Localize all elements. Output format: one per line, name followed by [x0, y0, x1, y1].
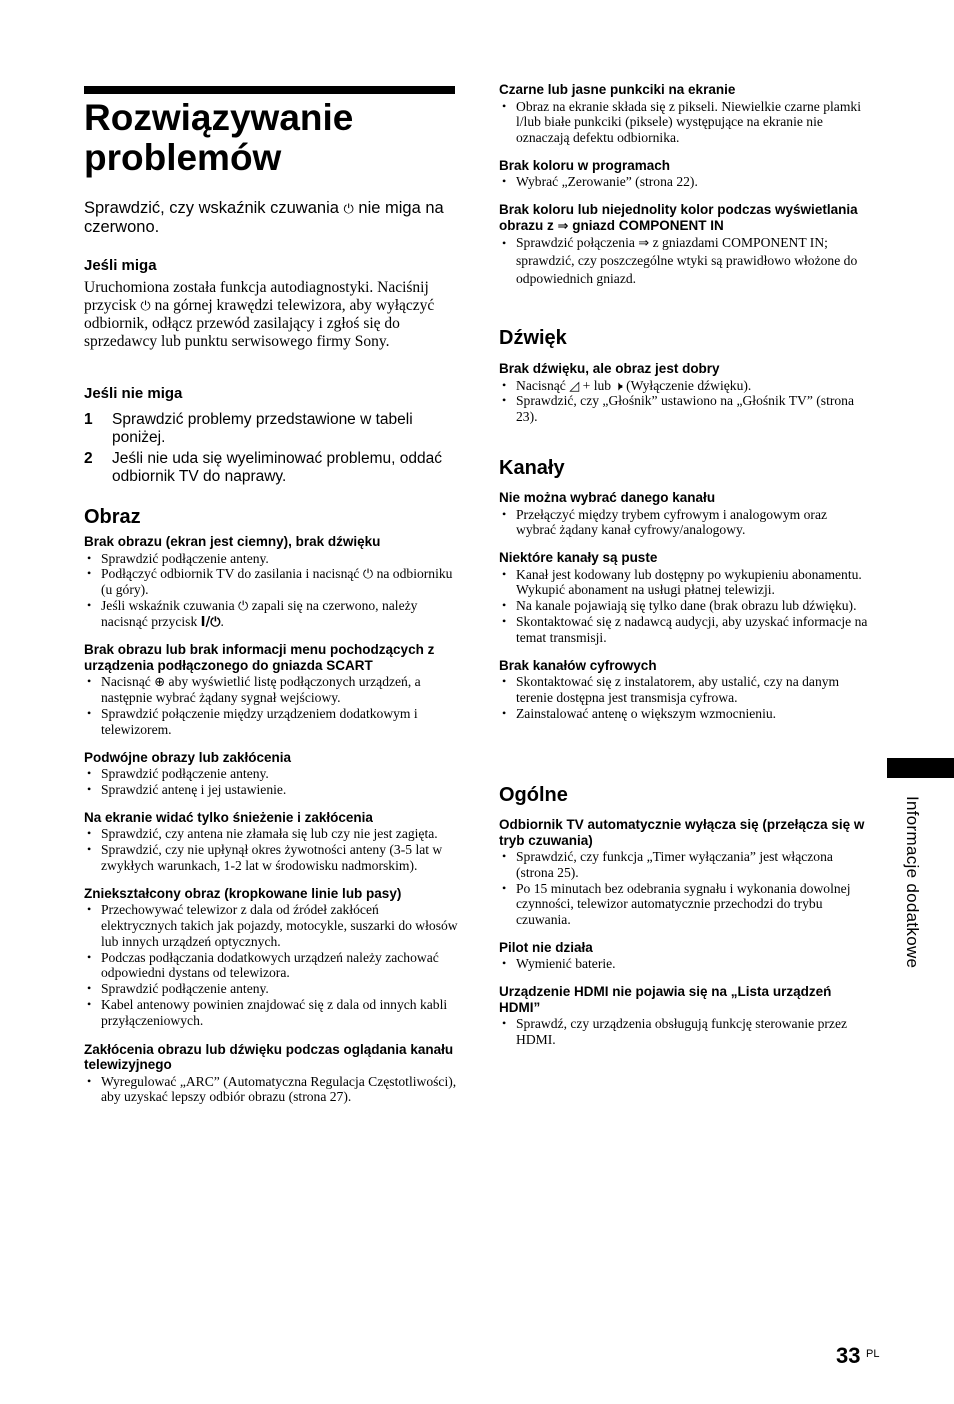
blinking-text: Uruchomiona została funkcja autodiagnostyki. Naciśnij przycisk ⏻ na górnej krawędzi telewizora, aby wyłączyć odbiornik, odłącz przewód zasilający i zgłoś się do sprzedawcy lub punktu serwisowego firmy Sony.: [84, 279, 435, 350]
kanaly-section: [499, 456, 869, 721]
component-input-icon: ⇒: [557, 218, 569, 234]
distorted-title: Zniekształcony obraz (kropkowane linie lub pasy): [84, 885, 402, 901]
page-number: 33: [836, 1343, 861, 1368]
blinking-title: Jeśli miga: [84, 257, 157, 274]
ogolne-heading: Ogólne: [499, 784, 568, 806]
not-blinking-title: Jeśli nie miga: [84, 385, 183, 402]
list-item: • Sprawdzić połączenie między urządzeniem dodatkowym i telewizorem.: [84, 706, 458, 738]
list-item: • Skontaktować się z nadawcą audycji, aby uzyskać informacje na temat transmisji.: [499, 614, 869, 646]
auto-off-title: Odbiornik TV automatycznie wyłącza się (przełącza się w tryb czuwania): [499, 817, 865, 848]
standby-toggle-icon: I/⏻: [200, 614, 221, 630]
no-picture-block: [84, 534, 458, 629]
no-picture-title: Brak obrazu (ekran jest ciemny), brak dźwięku: [84, 534, 381, 549]
obraz-continued: [499, 82, 869, 288]
no-digital-title: Brak kanałów cyfrowych: [499, 657, 657, 673]
volume-icon: ◿: [569, 378, 580, 394]
power-icon: ⏻: [238, 598, 249, 614]
snow-block: [84, 810, 458, 874]
dzwiek-heading: Dźwięk: [499, 327, 567, 349]
ogolne-section: [499, 783, 869, 1048]
dots-title: Czarne lub jasne punkciki na ekranie: [499, 82, 736, 97]
list-item: • Wyregulować „ARC” (Automatyczna Regulacja Częstotliwości), aby uzyskać lepszy odbiór obrazu (strona 27).: [84, 1074, 458, 1106]
list-item: • Jeśli wskaźnik czuwania ⏻ zapali się na czerwono, należy nacisnąć przycisk I/⏻.: [84, 598, 458, 630]
list-item: • Nacisnąć ◿ + lub 🕨 (Wyłączenie dźwięku).: [499, 378, 869, 394]
list-item: • Sprawdzić podłączenie anteny.: [84, 766, 458, 782]
obraz-section: [84, 505, 458, 1105]
no-sound-block: [499, 361, 869, 425]
not-blinking-section: [84, 385, 456, 489]
component-block: [499, 202, 869, 288]
hdmi-block: [499, 984, 869, 1048]
list-item: • Sprawdzić, czy nie upłynął okres żywotności anteny (3-5 lat w zwykłych warunkach, 1-2 lat w środowisku nadmorskim).: [84, 842, 458, 874]
step-item: 2 Jeśli nie uda się wyeliminować problemu, oddać odbiornik TV do naprawy.: [84, 450, 442, 485]
mute-icon: 🕨: [614, 378, 623, 394]
ghosting-block: [84, 750, 458, 798]
dzwiek-section: [499, 326, 869, 425]
scart-block: [84, 642, 458, 737]
obraz-heading: Obraz: [84, 506, 141, 528]
cannot-select-block: [499, 490, 869, 538]
list-item: • Sprawdź, czy urządzenia obsługują funkcję sterowanie przez HDMI.: [499, 1016, 869, 1048]
power-icon: ⏻: [140, 299, 151, 314]
empty-channels-title: Niektóre kanały są puste: [499, 550, 658, 566]
step-item: 1 Sprawdzić problemy przedstawione w tabeli poniżej.: [84, 411, 413, 446]
no-sound-title: Brak dźwięku, ale obraz jest dobry: [499, 361, 720, 376]
list-item: • Skontaktować się z instalatorem, aby ustalić, czy na danym terenie dostępna jest transmisja cyfrowa.: [499, 674, 869, 706]
section-tab-marker: [887, 758, 954, 778]
remote-block: [499, 940, 869, 972]
title-rule: [84, 86, 455, 94]
ghosting-title: Podwójne obrazy lub zakłócenia: [84, 749, 292, 765]
distorted-block: [84, 886, 458, 1029]
kanaly-heading: Kanały: [499, 457, 565, 479]
list-item: • Nacisnąć ⊕ aby wyświetlić listę podłączonych urządzeń, a następnie wybrać żądany sygnał wejściowy.: [84, 674, 458, 706]
remote-title: Pilot nie działa: [499, 939, 593, 955]
empty-channels-block: [499, 550, 869, 645]
page-language: PL: [866, 1348, 880, 1360]
power-icon: ⏻: [362, 567, 374, 583]
list-item: • Zainstalować antenę o większym wzmocnieniu.: [499, 706, 869, 722]
scart-title: Brak obrazu lub brak informacji menu pochodzących z urządzenia podłączonego do gniazda SCART: [84, 642, 435, 673]
steps-list: [84, 411, 456, 485]
list-item: • Sprawdzić, czy funkcja „Timer wyłączania” jest włączona (strona 25).: [499, 849, 869, 881]
list-item: • Podłączyć odbiornik TV do zasilania i nacisnąć ⏻ na odbiorniku (u góry).: [84, 566, 458, 598]
blinking-section: [84, 257, 456, 351]
list-item: • Kanał jest kodowany lub dostępny po wykupieniu abonamentu. Wykupić abonament na usługi płatnej telewizji.: [499, 567, 869, 599]
list-item: • Obraz na ekranie składa się z pikseli. Niewielkie czarne plamki l/lub białe punkciki (piksele) występujące na ekranie nie oznaczają defektu odbiornika.: [499, 99, 869, 146]
list-item: • Sprawdzić połączenia ⇒ z gniazdami COMPONENT IN; sprawdzić, czy poszczególne wtyki są prawidłowo włożone do odpowiednich gniazd.: [499, 234, 869, 288]
input-icon: ⊕: [154, 675, 166, 691]
list-item: • Sprawdzić, czy antena nie złamała się lub czy nie jest zagięta.: [84, 826, 458, 842]
list-item: • Kabel antenowy powinien znajdować się z dala od innych kabli przyłączeniowych.: [84, 997, 458, 1029]
list-item: • Na kanale pojawiają się tylko dane (brak obrazu lub dźwięku).: [499, 598, 869, 614]
intro-text: Sprawdzić, czy wskaźnik czuwania ⏻ nie miga na czerwono.: [84, 199, 444, 236]
component-input-icon: ⇒: [638, 236, 650, 252]
list-item: • Podczas podłączania dodatkowych urządzeń należy zachować odpowiedni dystans od telewizora.: [84, 950, 458, 982]
interference-block: [84, 1042, 458, 1106]
no-digital-block: [499, 658, 869, 722]
auto-off-block: [499, 817, 869, 928]
snow-title: Na ekranie widać tylko śnieżenie i zakłócenia: [84, 809, 373, 825]
dots-block: [499, 82, 869, 146]
hdmi-title: Urządzenie HDMI nie pojawia się na „Lista urządzeń HDMI”: [499, 984, 832, 1015]
section-tab-label: Informacje dodatkowe: [903, 796, 922, 969]
cannot-select-title: Nie można wybrać danego kanału: [499, 490, 716, 505]
page-title: Rozwiązywanie problemów: [84, 97, 354, 178]
no-color-block: [499, 158, 869, 190]
list-item: • Sprawdzić podłączenie anteny.: [84, 981, 458, 997]
list-item: • Przełączyć między trybem cyfrowym i analogowym oraz wybrać żądany kanał cyfrowy/analogowy.: [499, 507, 869, 539]
list-item: • Wymienić baterie.: [499, 956, 869, 972]
power-icon: ⏻: [343, 202, 354, 217]
list-item: • Sprawdzić, czy „Głośnik” ustawiono na „Głośnik TV” (strona 23).: [499, 393, 869, 425]
list-item: • Po 15 minutach bez odebrania sygnału i wykonania dowolnej czynności, telewizor automatycznie przechodzi do trybu czuwania.: [499, 881, 869, 928]
interference-title: Zakłócenia obrazu lub dźwięku podczas oglądania kanału telewizyjnego: [84, 1041, 454, 1073]
list-item: • Sprawdzić podłączenie anteny.: [84, 551, 458, 567]
list-item: • Sprawdzić antenę i jej ustawienie.: [84, 782, 458, 798]
list-item: • Przechowywać telewizor z dala od źródeł zakłóceń elektrycznych takich jak pojazdy, motocykle, suszarki do włosów lub innych urządzeń optycznych.: [84, 902, 458, 949]
list-item: • Wybrać „Zerowanie” (strona 22).: [499, 174, 869, 190]
component-title: Brak koloru lub niejednolity kolor podczas wyświetlania obrazu z ⇒ gniazd COMPONENT IN: [499, 202, 858, 234]
no-color-title: Brak koloru w programach: [499, 157, 671, 173]
